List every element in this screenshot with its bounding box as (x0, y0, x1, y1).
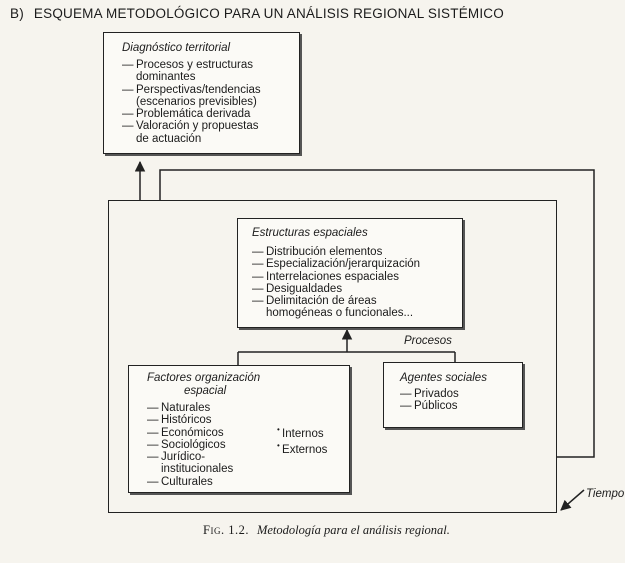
figure-caption (203, 523, 450, 538)
tiempo-label: Tiempo (586, 488, 625, 500)
list-item-text: Problemática derivada (136, 108, 251, 121)
factores-title (147, 372, 343, 398)
list-item-text: Distribución elementos (266, 246, 383, 258)
list-item-text: Públicos (414, 400, 458, 413)
caption-fig: Fig. 1.2. (203, 523, 249, 537)
list-item (147, 463, 343, 475)
list-item (252, 258, 456, 270)
factores-side-text: Externos (282, 444, 328, 457)
list-item-text: dominantes (136, 71, 196, 84)
list-item (252, 307, 456, 319)
dash-bullet: — (147, 475, 159, 488)
list-item (122, 120, 293, 132)
list-item-text: Naturales (161, 402, 211, 414)
dash-bullet: — (252, 295, 264, 308)
list-item (122, 84, 293, 96)
heading-title: ESQUEMA METODOLÓGICO PARA UN ANÁLISIS REGIONAL SISTÉMICO (33, 6, 504, 21)
list-item (122, 71, 293, 83)
list-item (122, 108, 293, 120)
tiempo-arrow (561, 490, 584, 510)
list-item-text: Culturales (161, 475, 213, 488)
bullet-icon: • (277, 441, 283, 451)
list-item-text: homogéneas o funcionales... (266, 307, 414, 320)
list-item-text: Delimitación de áreas (266, 295, 377, 308)
list-item (252, 295, 456, 307)
diagnostico-title: Diagnóstico territorial (122, 42, 231, 54)
heading-prefix: B) (10, 6, 24, 21)
dash-bullet: — (122, 120, 134, 133)
list-item (147, 476, 343, 488)
dash-bullet: — (122, 108, 134, 121)
list-item-text: Desigualdades (266, 282, 343, 295)
estructuras-list (252, 246, 456, 320)
caption-text: Metodología para el análisis regional. (256, 523, 450, 537)
agentes-title: Agentes sociales (400, 372, 487, 384)
list-item-text: Perspectivas/tendencias (136, 83, 261, 96)
estructuras-box (237, 218, 463, 328)
factores-side-item (277, 440, 327, 456)
dash-bullet: — (400, 400, 412, 413)
list-item-text: Interrelaciones espaciales (266, 270, 399, 283)
list-item (400, 400, 516, 412)
factores-box (128, 365, 350, 493)
dash-bullet: — (252, 282, 264, 295)
list-item (252, 246, 456, 258)
diagnostico-box (103, 32, 300, 154)
agentes-list (400, 388, 516, 413)
dash-bullet: — (147, 402, 159, 414)
factores-side-text: Internos (282, 427, 324, 440)
dash-bullet: — (147, 438, 159, 451)
dash-bullet: — (252, 246, 264, 258)
dash-bullet: — (147, 414, 159, 427)
list-item-text: Procesos y estructuras (136, 59, 253, 71)
list-item-text: institucionales (161, 463, 234, 476)
bullet-icon: • (277, 425, 283, 434)
dash-bullet: — (147, 426, 159, 439)
diagnostico-list (122, 59, 293, 145)
list-item (122, 96, 293, 108)
list-item-text: Sociológicos (161, 438, 226, 451)
list-item (122, 133, 293, 145)
dash-bullet: — (252, 258, 264, 271)
list-item-text: (escenarios previsibles) (136, 95, 257, 108)
list-item-text: Privados (414, 388, 459, 400)
list-item-text: Valoración y propuestas (136, 120, 259, 133)
list-item (400, 388, 516, 400)
list-item-text: de actuación (136, 132, 202, 145)
dash-bullet: — (122, 83, 134, 96)
agentes-box (383, 362, 523, 428)
list-item-text: Especialización/jerarquización (266, 258, 421, 271)
factores-side-list (277, 424, 327, 457)
estructuras-title: Estructuras espaciales (252, 227, 368, 239)
dash-bullet: — (147, 451, 159, 464)
procesos-label: Procesos (404, 335, 452, 347)
factores-title-line2: espacial (184, 385, 227, 397)
list-item (252, 283, 456, 295)
list-item-text: Económicos (161, 426, 224, 439)
factores-side-item (277, 424, 327, 440)
dash-bullet: — (400, 388, 412, 400)
list-item (147, 402, 343, 414)
dash-bullet: — (122, 59, 134, 71)
list-item-text: Jurídico- (161, 451, 206, 464)
list-item-text: Históricos (161, 414, 212, 427)
factores-title-line1: Factores organización (147, 372, 261, 384)
dash-bullet: — (252, 270, 264, 283)
list-item (122, 59, 293, 71)
list-item (252, 271, 456, 283)
